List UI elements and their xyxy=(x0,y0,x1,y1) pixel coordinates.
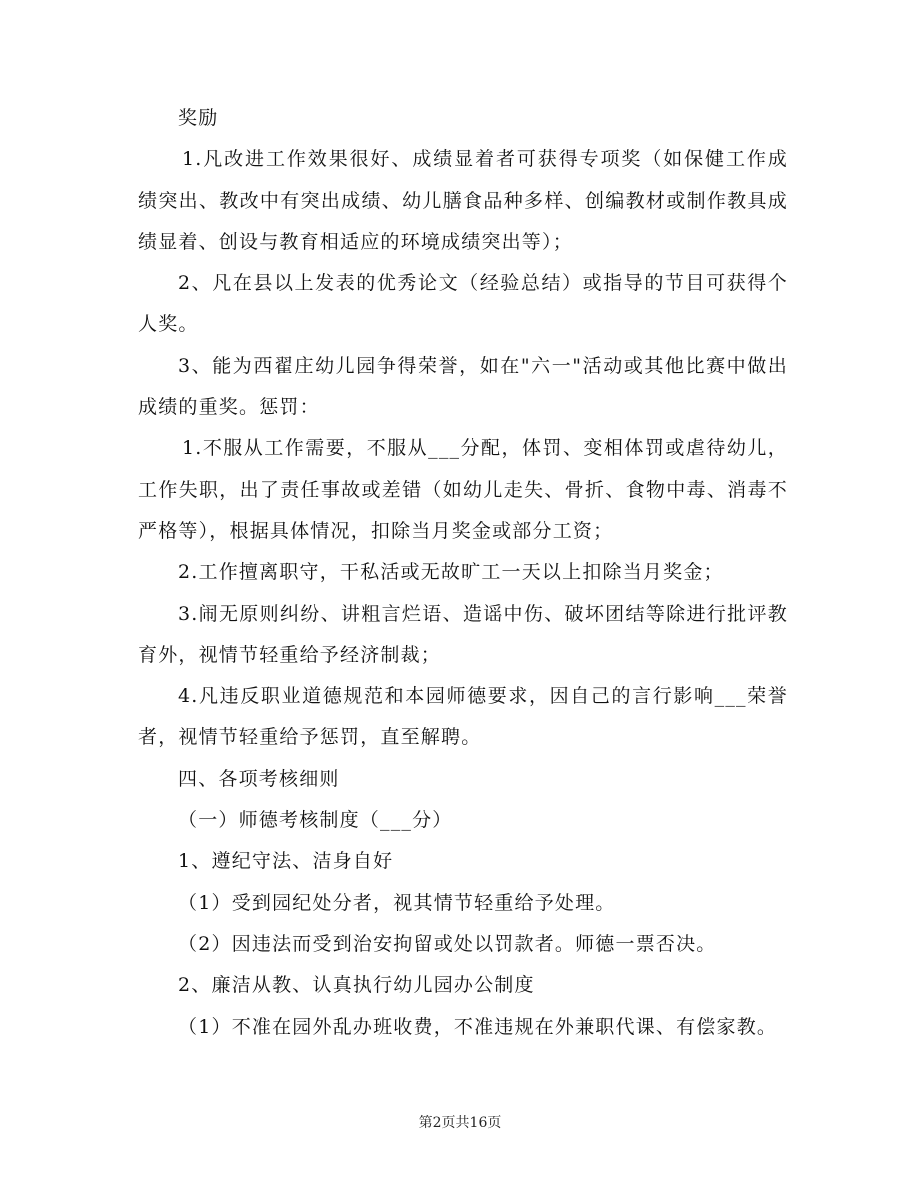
page-number-footer: 第2页共16页 xyxy=(418,1115,502,1131)
paragraph-penalty-1: 1.不服从工作需要，不服从___分配，体罚、变相体罚或虐待幼儿，工作失职，出了责任事故或差错（如幼儿走失、骨折、食物中毒、消毒不严格等），根据具体情况，扣除当月奖金或部分工资； xyxy=(138,437,788,542)
item-integrity: 2、廉洁从教、认真执行幼儿园办公制度 xyxy=(178,974,535,997)
subsection-heading-ethics: （一）师德考核制度（___分） xyxy=(178,809,453,832)
paragraph-penalty-3: 3.闹无原则纠纷、讲粗言烂语、造谣中伤、破坏团结等除进行批评教育外，视情节轻重给予经济制裁； xyxy=(138,602,788,666)
paragraph-reward-3: 3、能为西翟庄幼儿园争得荣誉，如在"六一"活动或其他比赛中做出成绩的重奖。惩罚： xyxy=(138,354,788,419)
document-body xyxy=(138,98,788,1048)
item-integrity-1: （1）不准在园外乱办班收费，不准违规在外兼职代课、有偿家教。 xyxy=(178,1015,778,1038)
section-heading-assessment: 四、各项考核细则 xyxy=(178,767,340,790)
paragraph-penalty-2: 2.工作擅离职守，干私活或无故旷工一天以上扣除当月奖金； xyxy=(178,561,724,584)
paragraph-reward-heading: 奖励 xyxy=(178,107,219,129)
item-law-abiding: 1、遵纪守法、洁身自好 xyxy=(178,850,394,873)
item-law-abiding-2: （2）因违法而受到治安拘留或处以罚款者。师德一票否决。 xyxy=(178,932,717,955)
paragraph-penalty-4: 4.凡违反职业道德规范和本园师德要求，因自己的言行影响___荣誉者，视情节轻重给予惩罚，直至解聘。 xyxy=(138,685,788,749)
paragraph-reward-2: 2、凡在县以上发表的优秀论文（经验总结）或指导的节目可获得个人奖。 xyxy=(138,272,788,336)
paragraph-reward-1: 1.凡改进工作效果很好、成绩显着者可获得专项奖（如保健工作成绩突出、教改中有突出成绩、幼儿膳食品种多样、创编教材或制作教具成绩显着、创设与教育相适应的环境成绩突出等）； xyxy=(138,148,788,253)
item-law-abiding-1: （1）受到园纪处分者，视其情节轻重给予处理。 xyxy=(178,891,616,914)
